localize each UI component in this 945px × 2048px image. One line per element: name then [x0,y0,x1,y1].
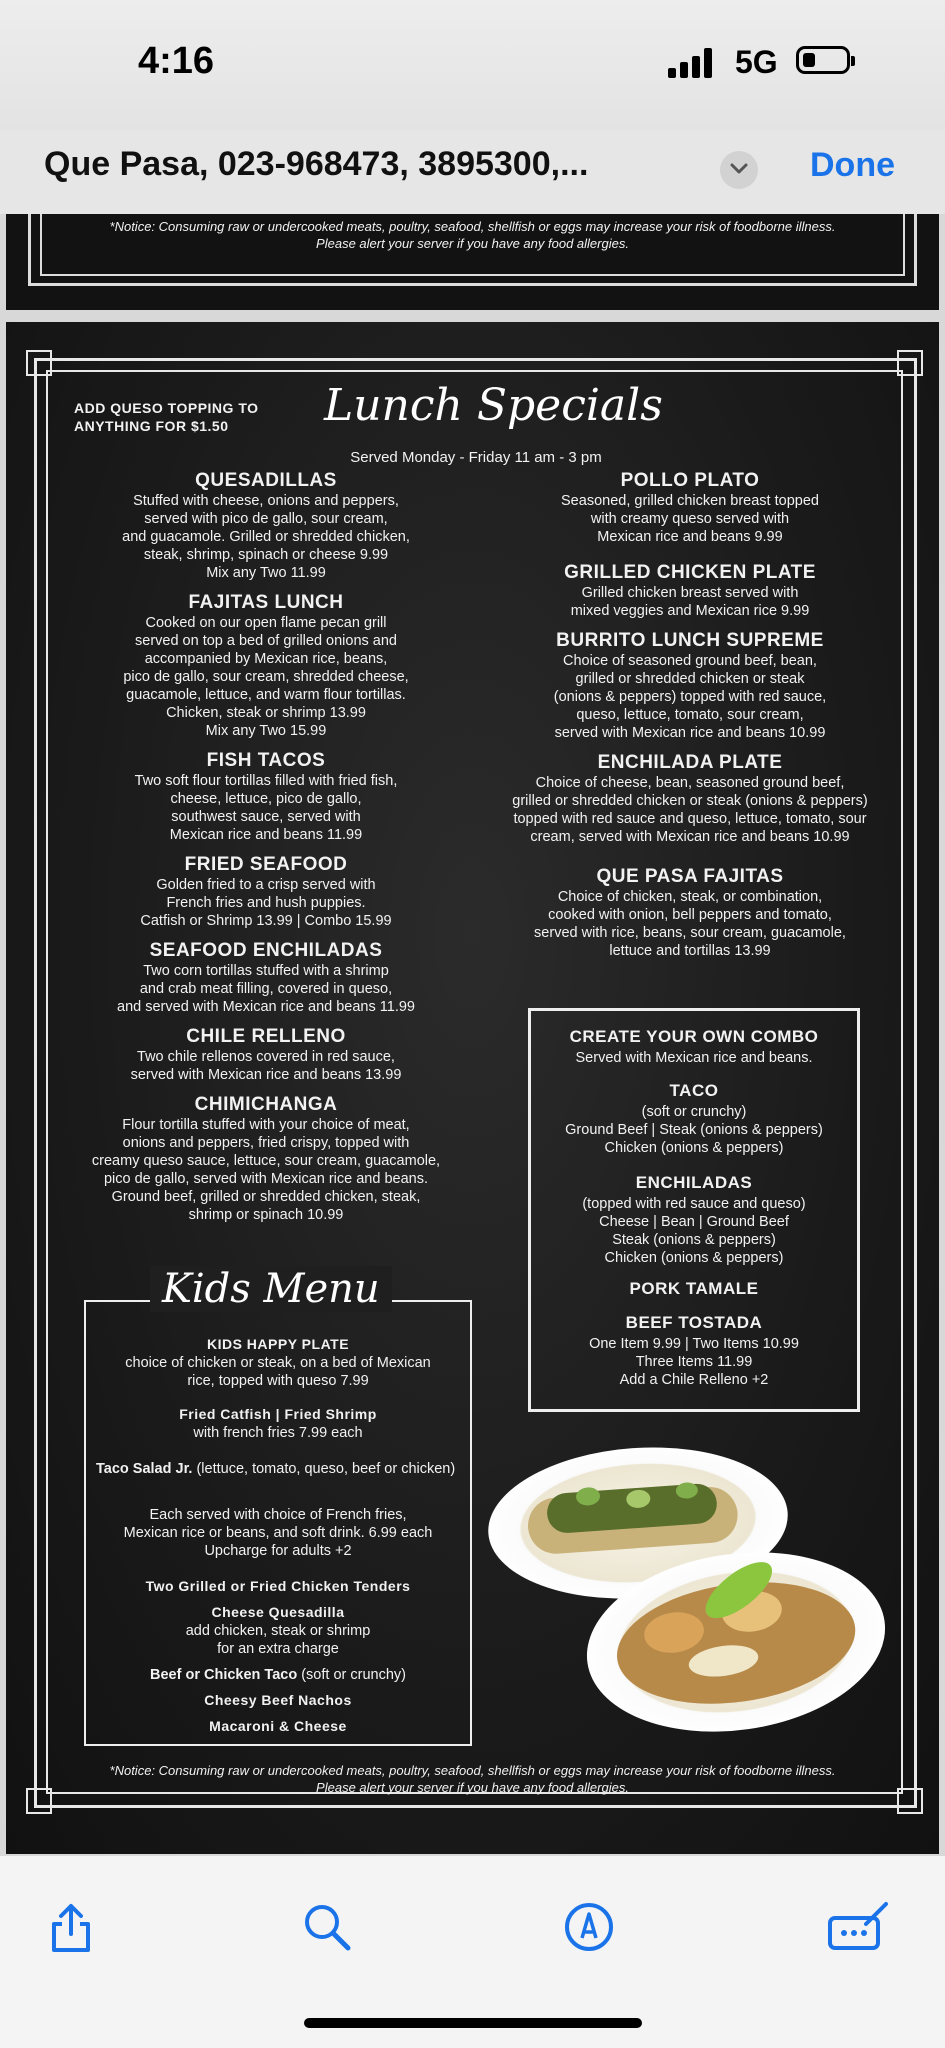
menu-item-description: served with rice, beans, sour cream, guacamole, [534,925,846,941]
previous-page-strip [6,214,939,310]
menu-item-heading: POLLO PLATO [620,470,760,491]
frame-corner [897,1788,923,1814]
frame-corner [26,350,52,376]
menu-item-description: Chicken, steak or shrimp 13.99 [166,705,366,721]
search-icon[interactable] [300,1900,354,1954]
kids-taco-salad-desc: (lettuce, tomato, queso, beef or chicken) [192,1461,456,1477]
menu-item-description: lettuce and tortillas 13.99 [609,943,771,959]
menu-item-description: pico de gallo, served with Mexican rice and beans. [103,1171,428,1187]
kids-nachos: Cheesy Beef Nachos [204,1692,352,1708]
menu-item-description: Two soft flour tortillas filled with fried fish, [134,773,398,789]
menu-item-description: Ground beef, grilled or shredded chicken, steak, [111,1189,421,1205]
menu-item-heading: BURRITO LUNCH SUPREME [556,630,824,651]
status-bar [0,0,945,130]
battery-icon [796,46,850,74]
queso-note: ANYTHING FOR $1.50 [74,418,229,434]
kids-each-line: Upcharge for adults +2 [204,1543,352,1559]
menu-item-heading: SEAFOOD ENCHILADAS [149,940,383,961]
menu-item-description: creamy queso sauce, lettuce, sour cream, guacamole, [91,1153,441,1169]
kids-taco-salad-heading: Taco Salad Jr. [96,1461,193,1477]
combo-line: Steak (onions & peppers) [612,1232,776,1248]
menu-item-description: onions and peppers, fried crispy, topped with [122,1135,410,1151]
kids-fried-heading: Fried Catfish | Fried Shrimp [179,1406,377,1422]
kids-taco-desc: (soft or crunchy) [297,1667,406,1683]
menu-item-description: served on top a bed of grilled onions and [135,633,397,649]
menu-item-description: (onions & peppers) topped with red sauce, [553,689,827,705]
kids-quesadilla-line: for an extra charge [217,1641,339,1657]
kids-taco-heading: Beef or Chicken Taco [150,1667,298,1683]
menu-item-description: Seasoned, grilled chicken breast topped [561,493,819,509]
menu-item-heading: CHIMICHANGA [194,1094,338,1115]
kids-fried-line: with french fries 7.99 each [193,1425,363,1441]
menu-item-description: grilled or shredded chicken or steak [575,671,805,687]
menu-item-description: served with Mexican rice and beans 13.99 [130,1067,402,1083]
menu-item-description: Mexican rice and beans 9.99 [597,529,783,545]
menu-item-description: served with Mexican rice and beans 10.99 [554,725,826,741]
menu-item-description: Mix any Two 15.99 [205,723,327,739]
combo-tostada-heading: BEEF TOSTADA [625,1313,763,1332]
lunch-menu-board [6,322,939,1854]
notice-line: *Notice: Consuming raw or undercooked meats, poultry, seafood, shellfish or eggs may increase your risk of foodborne illness. [109,1763,836,1778]
menu-item-heading: CHILE RELLENO [186,1026,346,1047]
document-title[interactable]: Que Pasa, 023-968473, 3895300,... [44,145,589,183]
combo-line: Chicken (onions & peppers) [604,1250,784,1266]
menu-image-area[interactable] [0,214,945,1856]
queso-note: ADD QUESO TOPPING TO [74,400,259,416]
menu-item-heading: QUESADILLAS [195,470,337,491]
kids-each-line: Mexican rice or beans, and soft drink. 6.99 each [123,1525,433,1541]
menu-item-description: grilled or shredded chicken or steak (onions & peppers) [512,793,868,809]
kids-quesadilla-heading: Cheese Quesadilla [211,1604,345,1620]
kids-happy-line: rice, topped with queso 7.99 [187,1373,369,1389]
status-time: 4:16 [138,40,215,82]
home-indicator [304,2018,642,2028]
navigation-bar [0,130,945,215]
menu-item-description: and guacamole. Grilled or shredded chicken, [122,529,410,545]
menu-item-description: cooked with onion, bell peppers and tomato, [548,907,832,923]
combo-line: (soft or crunchy) [641,1104,747,1120]
markup-icon[interactable] [562,1900,616,1954]
kids-each-line: Each served with choice of French fries, [149,1507,407,1523]
combo-line: Three Items 11.99 [635,1354,753,1370]
kids-happy-line: choice of chicken or steak, on a bed of Mexican [125,1355,431,1371]
frame-corner [897,350,923,376]
menu-item-heading: QUE PASA FAJITAS [596,866,784,887]
menu-item-description: with creamy queso served with [590,511,790,527]
combo-line: Chicken (onions & peppers) [604,1140,784,1156]
kids-happy-heading: KIDS HAPPY PLATE [206,1336,350,1352]
menu-item-description: Choice of chicken, steak, or combination, [557,889,823,905]
menu-item-description: Mix any Two 11.99 [206,565,326,581]
kids-mac: Macaroni & Cheese [209,1718,347,1734]
share-icon[interactable] [44,1900,98,1954]
menu-item-description: served with pico de gallo, sour cream, [144,511,388,527]
menu-item-description: Stuffed with cheese, onions and peppers, [133,493,399,509]
done-button[interactable]: Done [810,146,895,184]
kids-quesadilla-line: add chicken, steak or shrimp [185,1623,371,1639]
menu-item-description: and served with Mexican rice and beans 11.99 [117,999,415,1015]
menu-title: Lunch Specials [324,380,663,431]
menu-item-description: Catfish or Shrimp 13.99 | Combo 15.99 [140,913,392,929]
combo-title: CREATE YOUR OWN COMBO [569,1027,819,1046]
kids-taco-salad [96,1460,470,1478]
notice-line: *Notice: Consuming raw or undercooked meats, poultry, seafood, shellfish or eggs may increase your risk of foodborne illness. [109,219,836,234]
menu-item-heading: ENCHILADA PLATE [597,752,783,773]
combo-line: Add a Chile Relleno +2 [619,1372,769,1388]
menu-item-description: Flour tortilla stuffed with your choice of meat, [122,1117,410,1133]
menu-item-description: Choice of cheese, bean, seasoned ground beef, [535,775,845,791]
more-edit-icon[interactable] [826,1900,892,1954]
menu-item-description: pico de gallo, sour cream, shredded cheese, [123,669,409,685]
menu-item-description: Cooked on our open flame pecan grill [145,615,387,631]
served-hours: Served Monday - Friday 11 am - 3 pm [350,449,602,466]
menu-item-description: Choice of seasoned ground beef, bean, [563,653,817,669]
combo-line: Ground Beef | Steak (onions & peppers) [565,1122,823,1138]
kids-taco [86,1666,470,1684]
menu-item-description: Two chile rellenos covered in red sauce, [137,1049,395,1065]
menu-item-description: Mexican rice and beans 11.99 [169,827,363,843]
combo-line: One Item 9.99 | Two Items 10.99 [589,1336,799,1352]
combo-subtitle: Served with Mexican rice and beans. [575,1050,813,1066]
menu-item-description: shrimp or spinach 10.99 [188,1207,344,1223]
combo-box [528,1008,860,1412]
combo-enchiladas-heading: ENCHILADAS [635,1173,753,1192]
menu-item-description: topped with red sauce and queso, lettuce, tomato, sour [513,811,867,827]
menu-item-description: queso, lettuce, tomato, sour cream, [576,707,804,723]
notice-line: Please alert your server if you have any food allergies. [316,1780,629,1795]
menu-item-description: Golden fried to a crisp served with [156,877,376,893]
menu-item-heading: FAJITAS LUNCH [188,592,344,613]
menu-item-description: accompanied by Mexican rice, beans, [144,651,388,667]
bottom-toolbar [0,1856,945,2048]
menu-item-heading: FRIED SEAFOOD [184,854,348,875]
kids-menu-title: Kids Menu [150,1266,392,1312]
menu-item-description: Two corn tortillas stuffed with a shrimp [143,963,389,979]
menu-item-heading: GRILLED CHICKEN PLATE [564,562,816,583]
kids-tenders: Two Grilled or Fried Chicken Tenders [145,1578,411,1594]
combo-taco-heading: TACO [669,1081,719,1100]
notice-line: Please alert your server if you have any food allergies. [316,236,629,251]
menu-item-description: cheese, lettuce, pico de gallo, [170,791,362,807]
menu-item-description: French fries and hush puppies. [166,895,366,911]
menu-item-description: Grilled chicken breast served with [581,585,799,601]
menu-item-description: cream, served with Mexican rice and beans 10.99 [530,829,850,845]
kids-menu-box [84,1266,472,1746]
chevron-down-icon[interactable] [720,151,758,189]
signal-icon [668,48,714,78]
network-type: 5G [735,44,778,80]
combo-line: (topped with red sauce and queso) [582,1196,806,1212]
combo-line: Cheese | Bean | Ground Beef [599,1214,789,1230]
menu-item-description: mixed veggies and Mexican rice 9.99 [570,603,810,619]
menu-item-description: and crab meat filling, covered in queso, [139,981,393,997]
combo-tamale-heading: PORK TAMALE [629,1279,759,1298]
menu-item-description: steak, shrimp, spinach or cheese 9.99 [143,547,389,563]
menu-item-description: southwest sauce, served with [171,809,361,825]
menu-item-description: guacamole, lettuce, and warm flour tortillas. [126,687,406,703]
menu-item-heading: FISH TACOS [206,750,326,771]
